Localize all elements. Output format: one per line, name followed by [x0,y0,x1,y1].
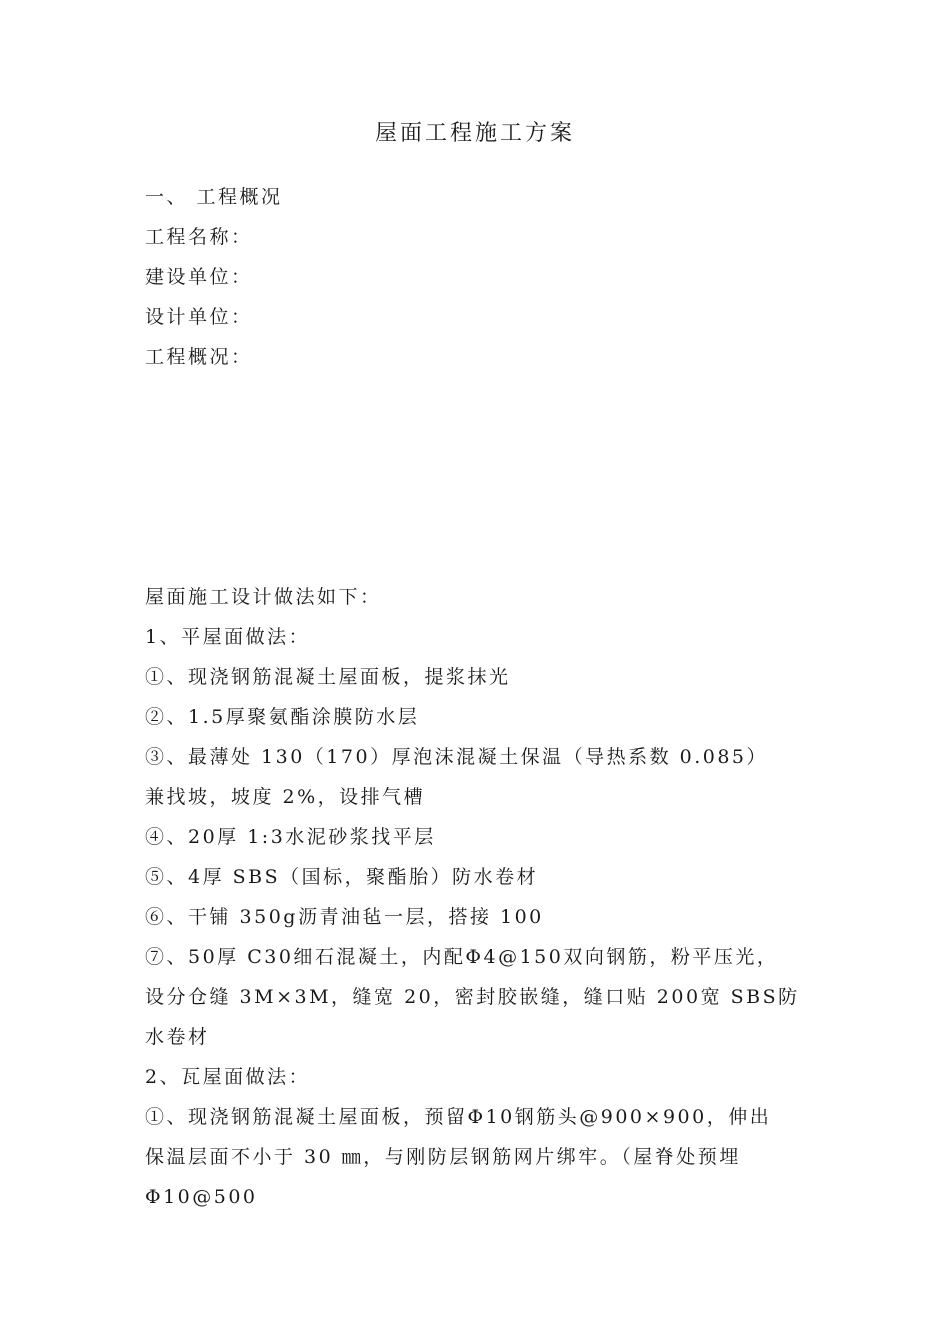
roof-construction-section [145,577,815,1217]
paragraph-line: 兼找坡，坡度 2%，设排气槽 [145,786,426,808]
paragraph-line: ⑤、4厚 SBS（国标，聚酯胎）防水卷材 [145,866,539,888]
document-title: 屋面工程施工方案 [374,121,575,146]
paragraph-line: ①、现浇钢筋混凝土屋面板，预留Φ10钢筋头@900×900，伸出 [145,1106,772,1128]
paragraph-line: ②、1.5厚聚氨酯涂膜防水层 [145,706,420,728]
overview-field: 工程概况： [145,346,253,368]
paragraph-line: ④、20厚 1:3水泥砂浆找平层 [145,826,436,848]
overview-heading: 一、 工程概况 [145,186,283,208]
developer-field: 建设单位： [145,266,253,288]
paragraph-line: ⑥、干铺 350g沥青油毡一层，搭接 100 [145,906,544,928]
designer-field: 设计单位： [145,306,253,328]
paragraph-line: 屋面施工设计做法如下： [145,586,382,608]
paragraph-line: 2、瓦屋面做法： [145,1066,311,1088]
paragraph-line: Φ10@500 [145,1186,258,1208]
project-overview-section [145,177,815,377]
paragraph-line: ③、最薄处 130（170）厚泡沫混凝土保温（导热系数 0.085） [145,746,769,768]
paragraph-line: ①、现浇钢筋混凝土屋面板，提浆抹光 [145,666,511,688]
paragraph-line: 设分仓缝 3M×3M，缝宽 20，密封胶嵌缝，缝口贴 200宽 SBS防 [145,986,800,1008]
paragraph-line: 1、平屋面做法： [145,626,311,648]
paragraph-line: ⑦、50厚 C30细石混凝土，内配Φ4@150双向钢筋，粉平压光， [145,946,779,968]
paragraph-line: 水卷材 [145,1026,210,1048]
paragraph-line: 保温层面不小于 30 ㎜，与刚防层钢筋网片绑牢。（屋脊处预埋 [145,1146,741,1168]
project-name-field: 工程名称： [145,226,253,248]
